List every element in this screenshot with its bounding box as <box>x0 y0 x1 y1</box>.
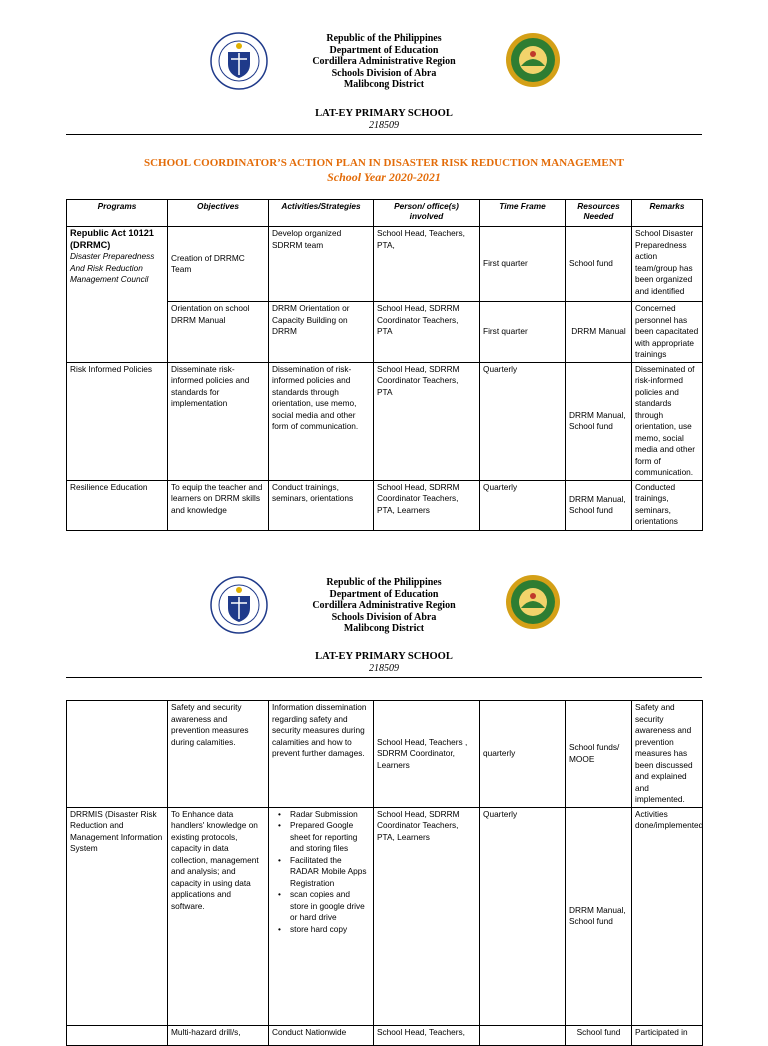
list-item: • Radar Submission <box>278 809 370 821</box>
header-line-4: Schools Division of Abra <box>331 67 437 79</box>
action-plan-table-2 <box>66 700 703 1046</box>
header-line-5: Malibcong District <box>343 623 425 634</box>
header-line-1: Republic of the Philippines <box>326 33 442 44</box>
persons-cell: School Head, Teachers, PTA, <box>374 227 480 302</box>
persons-cell: School Head, SDRRM Coordinator Teachers, PTA, Learners <box>374 807 480 1025</box>
table-row <box>67 480 703 530</box>
remarks-cell: Conducted trainings, seminars, orientations <box>632 480 703 530</box>
school-year: School Year 2020-2021 <box>327 170 441 184</box>
header-line-4: Schools Division of Abra <box>331 611 437 623</box>
activity-cell: Conduct Nationwide <box>269 1025 374 1045</box>
persons-cell: School Head, Teachers, <box>374 1025 480 1045</box>
objective-cell: To Enhance data handlers' knowledge on existing protocols, capacity in data collection, management and analysis; and capacity in using data applications and software. <box>168 807 269 1025</box>
table-row <box>67 1025 703 1045</box>
plan-title: SCHOOL COORDINATOR’S ACTION PLAN IN DISASTER RISK REDUCTION MANAGEMENT <box>144 157 624 169</box>
column-header: Objectives <box>168 200 269 227</box>
program-cell: Risk Informed Policies <box>67 362 168 480</box>
resources-cell: DRRM Manual, School fund <box>566 362 632 480</box>
remarks-cell: Participated in <box>632 1025 703 1045</box>
remarks-cell: Activities done/implemented <box>632 807 703 1025</box>
persons-cell: School Head, SDRRM Coordinator Teachers, PTA, Learners <box>374 480 480 530</box>
list-item: • Facilitated the RADAR Mobile Apps Registration <box>278 855 370 890</box>
persons-cell: School Head, SDRRM Coordinator Teachers, PTA <box>374 302 480 363</box>
list-item: • store hard copy <box>278 924 370 936</box>
header-line-3: Cordillera Administrative Region <box>312 56 456 67</box>
table-row <box>67 227 703 302</box>
timeframe-cell: Quarterly <box>480 807 566 1025</box>
activity-list <box>272 809 370 936</box>
timeframe-cell: First quarter <box>480 302 566 363</box>
list-item: • scan copies and store in google drive or hard drive <box>278 889 370 924</box>
column-header: Programs <box>67 200 168 227</box>
school-id: 218509 <box>369 663 399 674</box>
program-subtitle: Disaster Preparedness And Risk Reduction Management Council <box>70 251 155 284</box>
action-plan-table-1 <box>66 199 703 531</box>
table-row <box>67 362 703 480</box>
remarks-cell: Concerned personnel has been capacitated with appropriate trainings <box>632 302 703 363</box>
list-item: • Prepared Google sheet for reporting and storing files <box>278 820 370 855</box>
agency-header <box>0 33 768 91</box>
column-header: Person/ office(s) involved <box>374 200 480 227</box>
remarks-cell: School Disaster Preparedness action team/group has been organized and identified <box>632 227 703 302</box>
header-line-3: Cordillera Administrative Region <box>312 600 456 611</box>
school-name: LAT-EY PRIMARY SCHOOL <box>315 108 453 119</box>
objective-cell: Safety and security awareness and prevention measures during calamities. <box>168 701 269 808</box>
school-id: 218509 <box>369 120 399 131</box>
column-header: Resources Needed <box>566 200 632 227</box>
resources-cell: School fund <box>566 227 632 302</box>
table-row <box>67 701 703 808</box>
timeframe-cell: Quarterly <box>480 362 566 480</box>
activity-cell: Dissemination of risk-informed policies and standards through orientation, use memo, social media and other form of communication. <box>269 362 374 480</box>
divider <box>66 677 702 678</box>
objective-cell: Disseminate risk-informed policies and standards for implementation <box>168 362 269 480</box>
remarks-cell: Disseminated of risk-informed policies and standards through orientation, use memo, social media and other form of communication. <box>632 362 703 480</box>
header-line-1: Republic of the Philippines <box>326 577 442 588</box>
program-title: Republic Act 10121 (DRRMC) <box>70 228 154 250</box>
program-cell: DRRMIS (Disaster Risk Reduction and Management Information System <box>67 807 168 1025</box>
timeframe-cell: First quarter <box>480 227 566 302</box>
objective-cell: Orientation on school DRRM Manual <box>168 302 269 363</box>
header-line-2: Department of Education <box>329 44 439 56</box>
objective-cell: Multi-hazard drill/s, <box>168 1025 269 1045</box>
column-header: Time Frame <box>480 200 566 227</box>
persons-cell: School Head, SDRRM Coordinator Teachers, PTA <box>374 362 480 480</box>
resources-cell: DRRM Manual, School fund <box>566 480 632 530</box>
table-header-row <box>67 200 703 227</box>
program-cell: Resilience Education <box>67 480 168 530</box>
program-cell <box>67 227 168 363</box>
column-header: Remarks <box>632 200 703 227</box>
resources-cell: DRRM Manual <box>566 302 632 363</box>
timeframe-cell: quarterly <box>480 701 566 808</box>
program-cell <box>67 701 168 808</box>
header-line-2: Department of Education <box>329 588 439 600</box>
objective-cell: Creation of DRRMC Team <box>168 227 269 302</box>
resources-cell: School fund <box>566 1025 632 1045</box>
agency-header <box>0 577 768 635</box>
program-cell <box>67 1025 168 1045</box>
column-header: Activities/Strategies <box>269 200 374 227</box>
activity-cell: DRRM Orientation or Capacity Building on DRRM <box>269 302 374 363</box>
activity-cell: Develop organized SDRRM team <box>269 227 374 302</box>
timeframe-cell: Quarterly <box>480 480 566 530</box>
table-row <box>67 807 703 1025</box>
objective-cell: To equip the teacher and learners on DRRM skills and knowledge <box>168 480 269 530</box>
persons-cell: School Head, Teachers , SDRRM Coordinator, Learners <box>374 701 480 808</box>
activity-cell: Conduct trainings, seminars, orientations <box>269 480 374 530</box>
header-line-5: Malibcong District <box>343 79 425 90</box>
resources-cell: School funds/ MOOE <box>566 701 632 808</box>
remarks-cell: Safety and security awareness and prevention measures has been discussed and explained and implemented. <box>632 701 703 808</box>
activity-cell: Information dissemination regarding safety and security measures during calamities and how to prevent further damages. <box>269 701 374 808</box>
timeframe-cell <box>480 1025 566 1045</box>
activity-cell <box>269 807 374 1025</box>
resources-cell: DRRM Manual, School fund <box>566 807 632 1025</box>
divider <box>66 134 702 135</box>
school-name: LAT-EY PRIMARY SCHOOL <box>315 651 453 662</box>
